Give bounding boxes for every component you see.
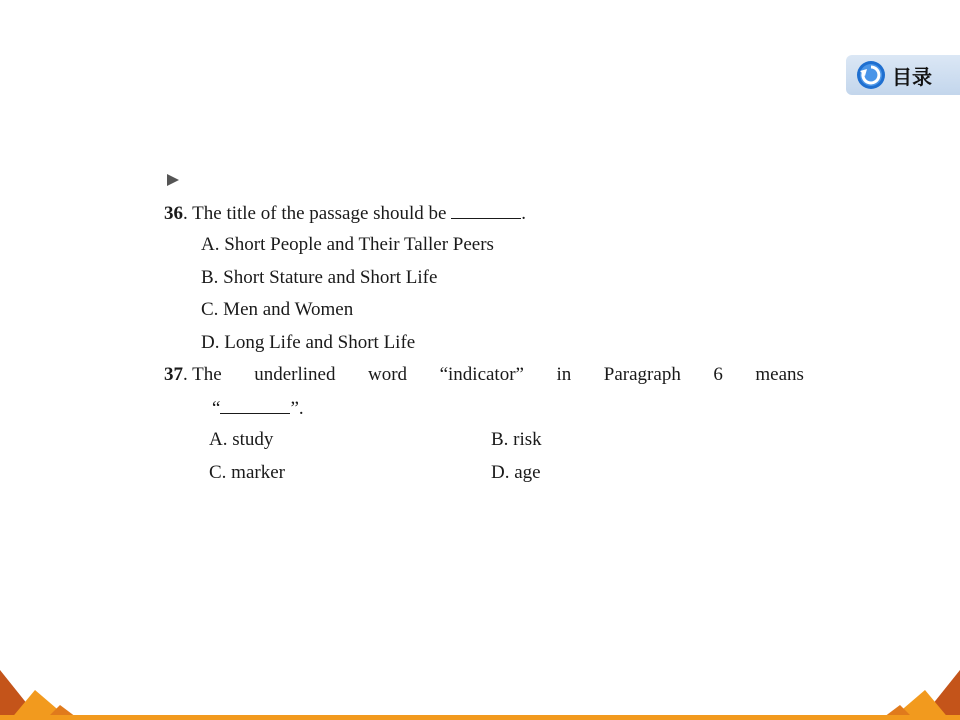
stem-word: in <box>556 364 572 385</box>
option-37-d: D. age <box>491 462 541 483</box>
question-36-end: . <box>521 203 526 224</box>
question-37-stem <box>164 363 804 387</box>
option-36-d: D. Long Life and Short Life <box>201 332 416 353</box>
corner-decoration-right <box>860 660 960 720</box>
question-36-stem <box>164 200 804 226</box>
stem-word: means <box>755 364 804 385</box>
option-37-b: B. risk <box>491 429 542 450</box>
stem-word: underlined <box>254 364 336 385</box>
answer-blank <box>220 395 290 414</box>
question-36-number: 36 <box>164 203 183 224</box>
question-37-blank-line <box>212 395 304 421</box>
option-36-a: A. Short People and Their Taller Peers <box>201 234 494 255</box>
stem-word: 6 <box>713 364 723 385</box>
stem-word: word <box>368 364 408 385</box>
toc-button[interactable] <box>846 55 960 95</box>
stem-word: “indicator” <box>439 364 524 385</box>
option-37-c: C. marker <box>209 462 285 483</box>
play-triangle-icon <box>166 173 180 187</box>
footer-bar <box>0 715 960 720</box>
corner-decoration-left <box>0 660 100 720</box>
stem-word: . The <box>183 364 222 385</box>
option-36-c: C. Men and Women <box>201 299 354 320</box>
close-quote: ”. <box>290 398 304 419</box>
stem-word: Paragraph <box>603 364 681 385</box>
refresh-circle-icon <box>856 60 886 90</box>
option-36-b: B. Short Stature and Short Life <box>201 267 438 288</box>
open-quote: “ <box>212 398 221 419</box>
toc-label: 目录 <box>892 64 932 89</box>
question-36-text: . The title of the passage should be <box>183 203 447 224</box>
option-37-a: A. study <box>209 429 274 450</box>
question-37-number: 37 <box>164 364 183 385</box>
answer-blank <box>451 200 521 219</box>
